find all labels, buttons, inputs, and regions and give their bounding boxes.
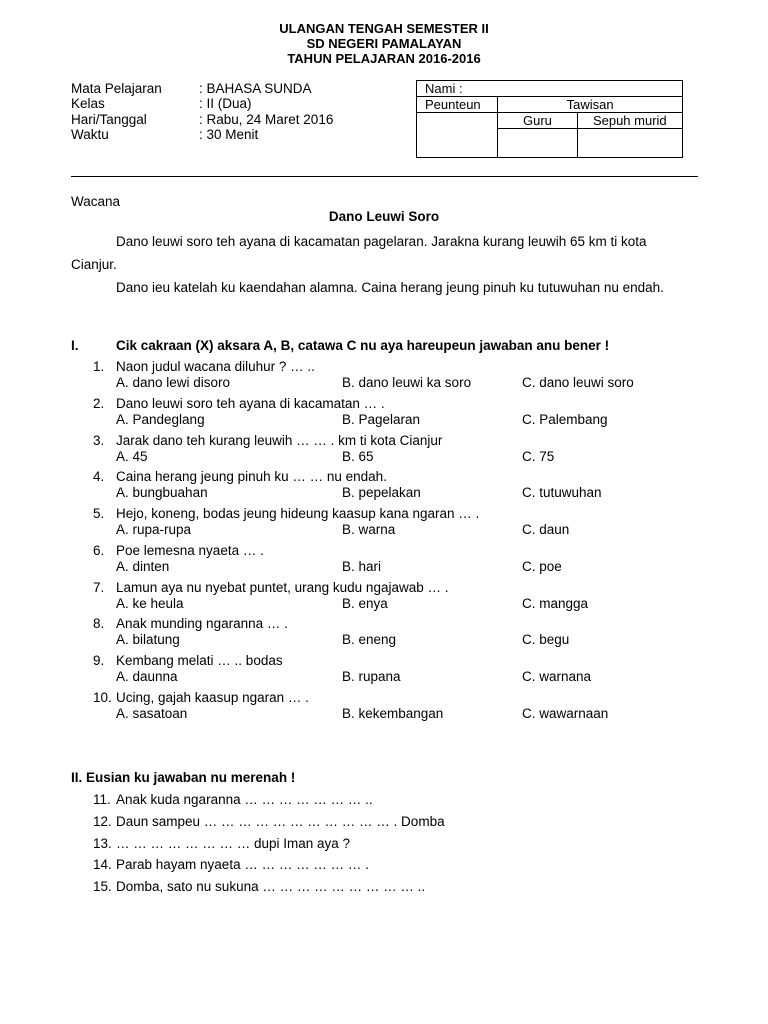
- question-number: 8.: [93, 616, 105, 631]
- reading-paragraph: Dano leuwi soro teh ayana di kacamatan pagelaran. Jarakna kurang leuwih 65 km ti kota Cianjur.: [71, 234, 647, 272]
- header-year: TAHUN PELAJARAN 2016-2016: [287, 51, 481, 66]
- info-value: : BAHASA SUNDA: [199, 81, 312, 96]
- question-item: [0, 433, 768, 469]
- option-c[interactable]: C. daun: [522, 522, 570, 537]
- question-text: Lamun aya nu nyebat puntet, urang kudu ngajawab … .: [116, 580, 449, 595]
- fill-number: 13.: [93, 836, 112, 851]
- question-text: Hejo, koneng, bodas jeung hideung kaasup kana ngaran … .: [116, 506, 480, 521]
- question-number: 5.: [93, 506, 105, 521]
- info-value: : 30 Menit: [199, 127, 259, 142]
- option-a[interactable]: A. daunna: [116, 669, 178, 684]
- option-b[interactable]: B. warna: [342, 522, 396, 537]
- question-number: 2.: [93, 396, 105, 411]
- question-number: 6.: [93, 543, 105, 558]
- info-label: Waktu: [71, 127, 109, 142]
- option-c[interactable]: C. 75: [522, 449, 555, 464]
- question-text: Jarak dano teh kurang leuwih … … . km ti kota Cianjur: [116, 433, 443, 448]
- question-item: [0, 469, 768, 505]
- question-text: Kembang melati … .. bodas: [116, 653, 283, 668]
- question-item: [0, 396, 768, 432]
- option-c[interactable]: C. begu: [522, 632, 570, 647]
- question-text: Poe lemesna nyaeta … .: [116, 543, 264, 558]
- section1-instruction: Cik cakraan (X) aksara A, B, catawa C nu aya hareupeun jawaban anu bener !: [116, 338, 610, 353]
- fill-number: 14.: [93, 857, 112, 872]
- question-item: [0, 506, 768, 542]
- section1-number: I.: [71, 338, 79, 353]
- option-b[interactable]: B. dano leuwi ka soro: [342, 375, 472, 390]
- score-cell[interactable]: [417, 113, 498, 158]
- question-item: [0, 543, 768, 579]
- fill-item[interactable]: [0, 879, 768, 897]
- option-c[interactable]: C. tutuwuhan: [522, 485, 602, 500]
- question-text: Naon judul wacana diluhur ? … ..: [116, 359, 315, 374]
- teacher-label: Guru: [498, 113, 577, 129]
- fill-item[interactable]: [0, 836, 768, 854]
- signature-label: Tawisan: [498, 97, 683, 113]
- question-item: [0, 580, 768, 616]
- question-text: Caina herang jeung pinuh ku … … nu endah.: [116, 469, 387, 484]
- fill-text: Daun sampeu … … … … … … … … … … … . Domba: [116, 814, 445, 829]
- option-b[interactable]: B. hari: [342, 559, 382, 574]
- option-c[interactable]: C. Palembang: [522, 412, 608, 427]
- question-item: [0, 653, 768, 689]
- option-a[interactable]: A. bungbuahan: [116, 485, 208, 500]
- parent-signature-cell[interactable]: [577, 129, 682, 158]
- fill-item[interactable]: [0, 792, 768, 810]
- question-number: 1.: [93, 359, 105, 374]
- option-b[interactable]: B. enya: [342, 596, 388, 611]
- option-b[interactable]: B. rupana: [342, 669, 401, 684]
- option-a[interactable]: A. dinten: [116, 559, 170, 574]
- question-item: [0, 690, 768, 726]
- fill-text: Parab hayam nyaeta … … … … … … … .: [116, 857, 369, 872]
- fill-text: … … … … … … … … dupi Iman aya ?: [116, 836, 351, 851]
- option-c[interactable]: C. warnana: [522, 669, 592, 684]
- question-number: 9.: [93, 653, 105, 668]
- option-c[interactable]: C. dano leuwi soro: [522, 375, 634, 390]
- option-b[interactable]: B. pepelakan: [342, 485, 421, 500]
- info-value: : Rabu, 24 Maret 2016: [199, 112, 334, 127]
- option-a[interactable]: A. Pandeglang: [116, 412, 205, 427]
- option-b[interactable]: B. 65: [342, 449, 374, 464]
- score-label: Peunteun: [417, 97, 498, 113]
- teacher-signature-cell[interactable]: [498, 129, 577, 158]
- reading-paragraph: Dano ieu katelah ku kaendahan alamna. Caina herang jeung pinuh ku tutuwuhan nu endah.: [116, 280, 664, 295]
- fill-text: Domba, sato nu sukuna … … … … … … … … … ..: [116, 879, 426, 894]
- info-label: Kelas: [71, 96, 105, 111]
- fill-item[interactable]: [0, 814, 768, 832]
- question-number: 3.: [93, 433, 105, 448]
- option-a[interactable]: A. bilatung: [116, 632, 180, 647]
- option-a[interactable]: A. 45: [116, 449, 148, 464]
- option-a[interactable]: A. ke heula: [116, 596, 184, 611]
- fill-number: 12.: [93, 814, 112, 829]
- name-field[interactable]: Nami :: [417, 81, 683, 97]
- parent-label: Sepuh murid: [577, 113, 682, 129]
- question-text: Anak munding ngaranna … .: [116, 616, 288, 631]
- header-school: SD NEGERI PAMALAYAN: [306, 36, 462, 51]
- option-b[interactable]: B. kekembangan: [342, 706, 444, 721]
- question-number: 7.: [93, 580, 105, 595]
- option-c[interactable]: C. poe: [522, 559, 562, 574]
- question-item: [0, 359, 768, 395]
- fill-number: 11.: [93, 792, 111, 807]
- info-label: Hari/Tanggal: [71, 112, 147, 127]
- option-c[interactable]: C. wawarnaan: [522, 706, 609, 721]
- option-c[interactable]: C. mangga: [522, 596, 589, 611]
- fill-item[interactable]: [0, 857, 768, 875]
- header-title: ULANGAN TENGAH SEMESTER II: [279, 21, 489, 36]
- question-item: [0, 616, 768, 652]
- option-b[interactable]: B. eneng: [342, 632, 397, 647]
- question-number: 10.: [93, 690, 112, 705]
- fill-text: Anak kuda ngaranna … … … … … … … ..: [116, 792, 373, 807]
- question-text: Dano leuwi soro teh ayana di kacamatan … .: [116, 396, 385, 411]
- option-a[interactable]: A. rupa-rupa: [116, 522, 192, 537]
- info-value: : II (Dua): [199, 96, 252, 111]
- reading-title: Dano Leuwi Soro: [328, 209, 440, 224]
- fill-number: 15.: [93, 879, 112, 894]
- option-a[interactable]: A. sasatoan: [116, 706, 188, 721]
- question-number: 4.: [93, 469, 105, 484]
- score-box: [416, 80, 683, 158]
- section2-instruction: II. Eusian ku jawaban nu merenah !: [71, 770, 296, 785]
- info-label: Mata Pelajaran: [71, 81, 162, 96]
- option-b[interactable]: B. Pagelaran: [342, 412, 421, 427]
- option-a[interactable]: A. dano lewi disoro: [116, 375, 231, 390]
- reading-label: Wacana: [71, 194, 121, 209]
- question-text: Ucing, gajah kaasup ngaran … .: [116, 690, 309, 705]
- header-divider: [71, 176, 698, 177]
